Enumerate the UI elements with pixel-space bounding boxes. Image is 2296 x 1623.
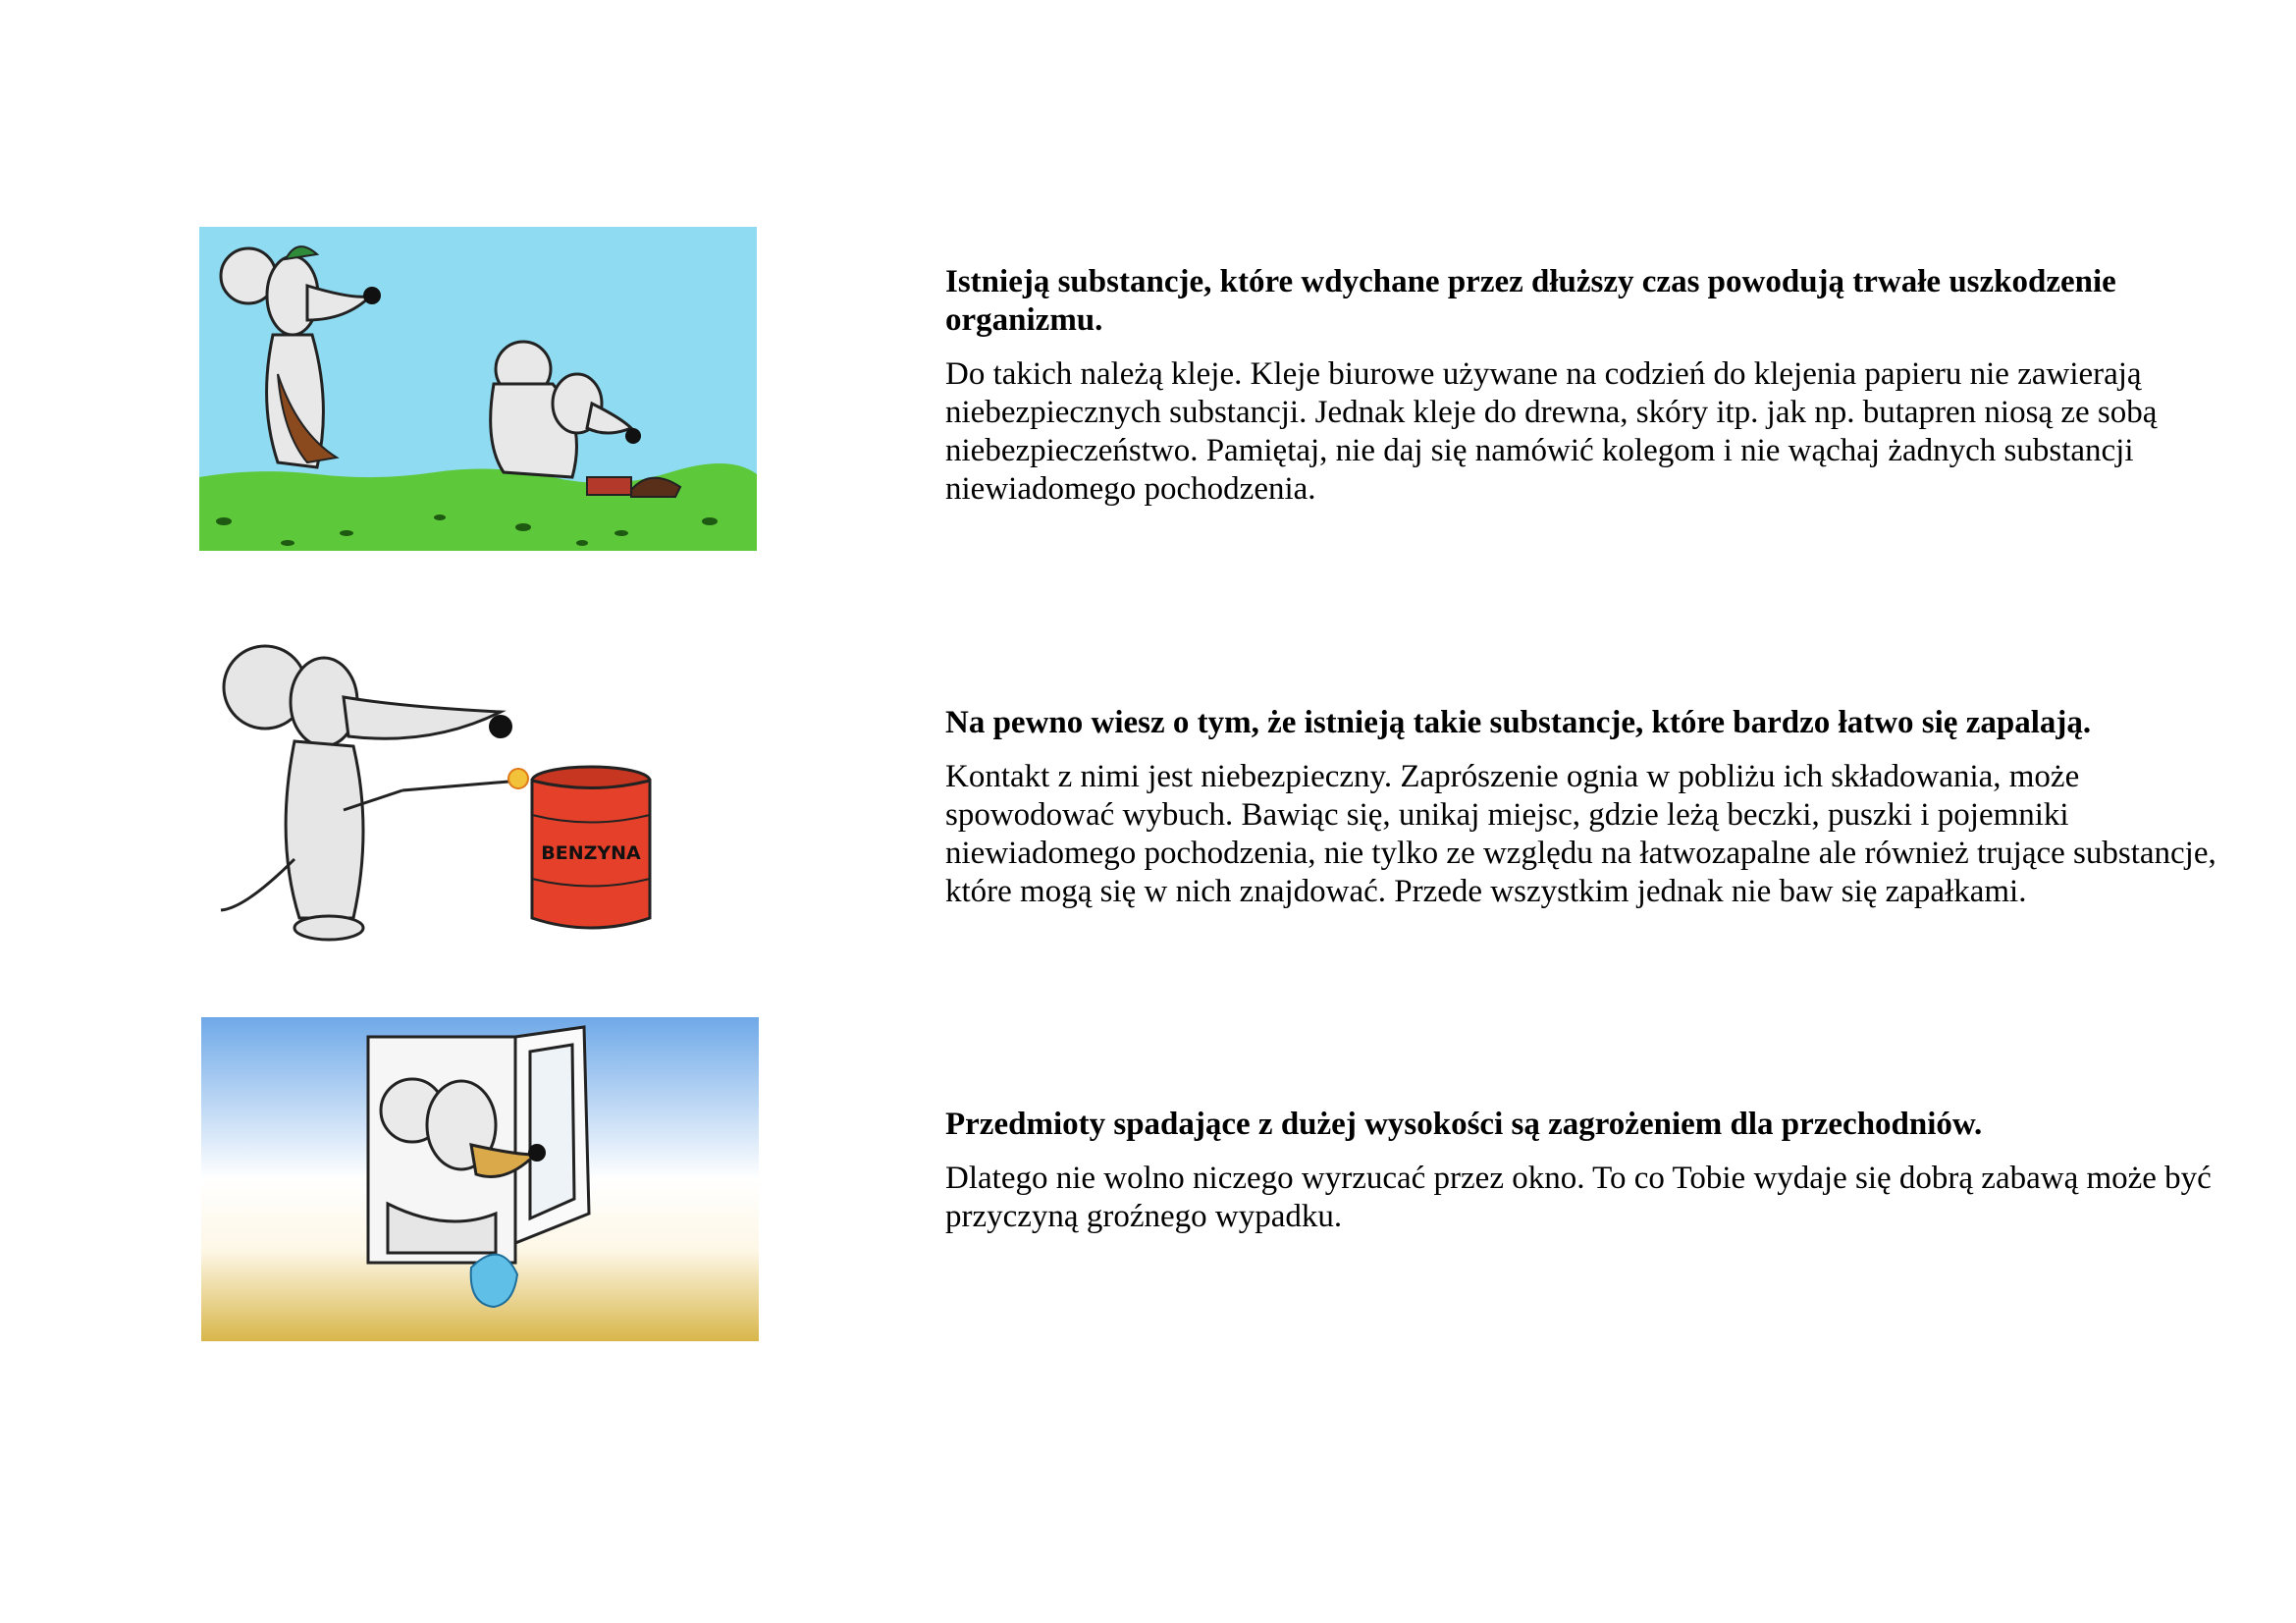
- mouse-window-water-balloon-illustration: [201, 1017, 759, 1341]
- section-body: Dlatego nie wolno niczego wyrzucać przez okno. To co Tobie wydaje się dobrą zabawą może być przyczyną groźnego wypadku.: [945, 1161, 2212, 1234]
- section-heading: Przedmioty spadające z dużej wysokości są zagrożeniem dla przechodniów.: [945, 1107, 1983, 1142]
- barrel-label: BENZYNA: [541, 842, 641, 864]
- mice-sniffing-glue-illustration: [199, 227, 757, 551]
- mouse-match-barrel-illustration: [206, 623, 756, 947]
- section-flammable: [945, 704, 2221, 911]
- section-body: Kontakt z nimi jest niebezpieczny. Zaprószenie ognia w pobliżu ich składowania, może spowodować wybuch. Bawiąc się, unikaj miejsc, gdzie leżą beczki, puszki i pojemniki niewiadomego pochodzenia, nie tylko ze względu na łatwozapalne ale również trujące substancje, które mogą się w nich znajdować. Przede wszystkim jednak nie baw się zapałkami.: [945, 759, 2216, 909]
- section-heading: Istnieją substancje, które wdychane przez dłuższy czas powodują trwałe uszkodzenie organizmu.: [945, 264, 2116, 338]
- section-falling-objects: [945, 1106, 2221, 1236]
- section-body: Do takich należą kleje. Kleje biurowe używane na codzień do klejenia papieru nie zawierają niebezpiecznych substancji. Jednak kleje do drewna, skóry itp. jak np. butapren niosą ze sobą niebezpieczeństwo. Pamiętaj, nie daj się namówić kolegom i nie wąchaj żadnych substancji niewiadomego pochodzenia.: [945, 356, 2158, 507]
- section-glue: [945, 263, 2221, 509]
- section-heading: Na pewno wiesz o tym, że istnieją takie substancje, które bardzo łatwo się zapalają.: [945, 705, 2092, 740]
